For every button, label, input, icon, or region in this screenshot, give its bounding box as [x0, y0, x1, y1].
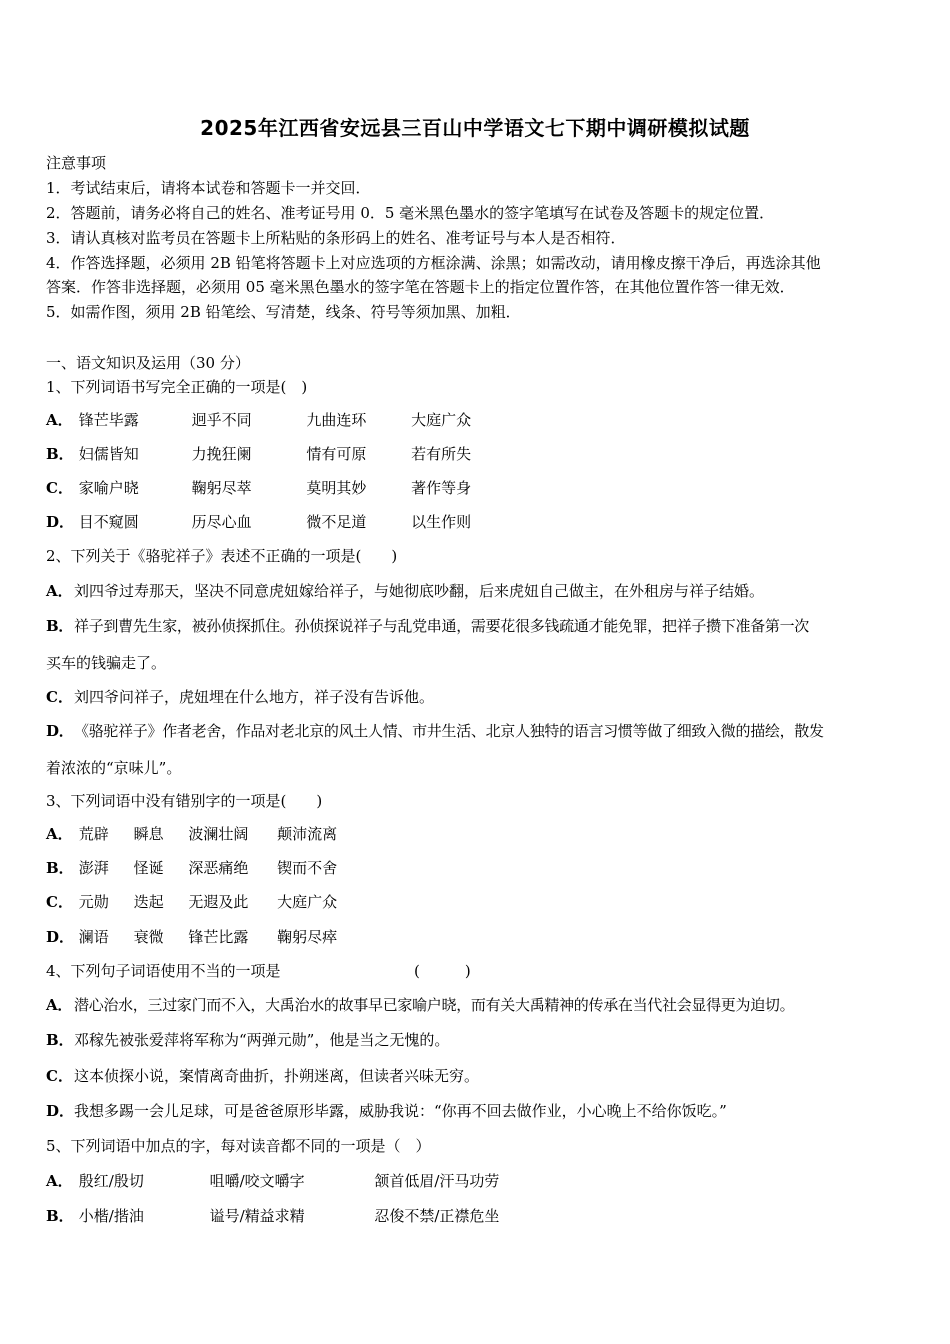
- option-word: 迭起: [133, 893, 164, 911]
- option-text: 潜心治水，三过家门而不入，大禹治水的故事早已家喻户晓，而有关大禹精神的传承在当代社会显得更为迫切。: [74, 996, 795, 1014]
- notice-item: 2．答题前，请务必将自己的姓名、准考证号用 0．5 毫米黑色墨水的签字笔填写在试卷及答题卡的规定位置．: [46, 204, 775, 222]
- question-5-stem: 5、下列词语中加点的字，每对读音都不同的一项是（ ）: [46, 1137, 431, 1155]
- question-4-stem-text: 4、下列句子词语使用不当的一项是: [46, 962, 281, 980]
- option-word: 澎湃: [78, 859, 109, 877]
- option-word: 著作等身: [411, 479, 472, 497]
- option-word: 殷红/殷切: [78, 1172, 144, 1190]
- option-letter: B．: [46, 1207, 74, 1225]
- option-word: 目不窥圆: [78, 513, 139, 531]
- notice-heading: 注意事项: [46, 154, 107, 172]
- option-letter: C．: [46, 688, 73, 706]
- option-letter: D．: [46, 513, 75, 531]
- option-letter: A．: [46, 582, 73, 600]
- question-1-option-c: [46, 477, 471, 498]
- option-word: 衰微: [133, 928, 164, 946]
- option-word: 大庭广众: [277, 893, 338, 911]
- option-text: 刘四爷问祥子，虎妞埋在什么地方，祥子没有告诉他。: [74, 688, 435, 706]
- option-word: 大庭广众: [411, 411, 472, 429]
- question-2-stem: 2、下列关于《骆驼祥子》表述不正确的一项是( ): [46, 547, 398, 565]
- option-letter: D．: [46, 928, 75, 946]
- option-letter: D．: [46, 722, 74, 740]
- question-3-option-d: [46, 926, 337, 947]
- option-word: 以生作则: [411, 513, 472, 531]
- option-word: 迥乎不同: [191, 411, 252, 429]
- option-word: 荒辟: [78, 825, 109, 843]
- section-heading: 一、语文知识及运用（30 分）: [46, 354, 250, 372]
- option-letter: B．: [46, 859, 74, 877]
- option-word: 怪诞: [133, 859, 164, 877]
- option-word: 锋芒毕露: [78, 411, 139, 429]
- option-word: 历尽心血: [191, 513, 252, 531]
- option-letter: A．: [46, 825, 73, 843]
- option-letter: B．: [46, 445, 74, 463]
- notice-item: 1．考试结束后，请将本试卷和答题卡一并交回．: [46, 179, 371, 197]
- question-1-option-b: [46, 443, 471, 464]
- option-word: 瞬息: [133, 825, 164, 843]
- option-text: 这本侦探小说，案情离奇曲折，扑朔迷离，但读者兴味无穷。: [74, 1067, 480, 1085]
- notice-item: 3．请认真核对监考员在答题卡上所粘贴的条形码上的姓名、准考证号与本人是否相符．: [46, 229, 626, 247]
- option-letter: A．: [46, 996, 73, 1014]
- question-5-option-a: [46, 1170, 499, 1191]
- page-title: 2025年江西省安远县三百山中学语文七下期中调研模拟试题: [200, 116, 750, 140]
- option-word: 鞠躬尽瘁: [277, 928, 338, 946]
- option-word: 元勋: [78, 893, 109, 911]
- question-3-option-b: [46, 857, 337, 878]
- question-2-option-a: [46, 580, 764, 601]
- question-1-stem: 1、下列词语书写完全正确的一项是( ): [46, 378, 308, 396]
- option-word: 若有所失: [411, 445, 472, 463]
- option-word: 鞠躬尽萃: [191, 479, 252, 497]
- option-word: 深恶痛绝: [188, 859, 249, 877]
- question-2-option-c: [46, 686, 434, 707]
- question-3-option-a: [46, 823, 337, 844]
- option-letter: C．: [46, 1067, 73, 1085]
- option-word: 情有可原: [306, 445, 367, 463]
- option-word: 锲而不舍: [277, 859, 338, 877]
- question-2-option-b-cont: 买车的钱骗走了。: [46, 654, 167, 672]
- option-word: 无遐及此: [188, 893, 249, 911]
- notice-item: 4．作答选择题，必须用 2B 铅笔将答题卡上对应选项的方框涂满、涂黑；如需改动，请用橡皮擦干净后，再选涂其他: [46, 254, 821, 272]
- question-4-option-a: [46, 994, 794, 1015]
- option-word: 莫明其妙: [306, 479, 367, 497]
- option-text: 邓稼先被张爱萍将军称为“两弹元勋”，他是当之无愧的。: [74, 1031, 450, 1049]
- option-word: 微不足道: [306, 513, 367, 531]
- option-letter: B．: [46, 617, 74, 635]
- option-letter: C．: [46, 893, 73, 911]
- question-3-stem: 3、下列词语中没有错别字的一项是( ): [46, 792, 323, 810]
- option-word: 谥号/精益求精: [209, 1207, 305, 1225]
- option-word: 小楷/揩油: [78, 1207, 144, 1225]
- question-2-option-b: [46, 615, 809, 636]
- option-word: 咀嚼/咬文嚼字: [209, 1172, 305, 1190]
- option-word: 忍俊不禁/正襟危坐: [374, 1207, 500, 1225]
- question-4-stem: [46, 960, 471, 981]
- question-3-option-c: [46, 891, 337, 912]
- option-word: 颔首低眉/汗马功劳: [374, 1172, 500, 1190]
- option-word: 力挽狂阑: [191, 445, 252, 463]
- option-text: 祥子到曹先生家，被孙侦探抓住。孙侦探说祥子与乱党串通，需要花很多钱疏通才能免罪，把祥子攒下准备第一次: [74, 617, 810, 635]
- notice-item: 5．如需作图，须用 2B 铅笔绘、写清楚，线条、符号等须加黑、加粗．: [46, 303, 521, 321]
- option-letter: C．: [46, 479, 73, 497]
- question-4-option-b: [46, 1029, 449, 1050]
- option-text: 刘四爷过寿那天，坚决不同意虎妞嫁给祥子，与她彻底吵翻，后来虎妞自己做主，在外租房与祥子结婚。: [74, 582, 765, 600]
- question-1-option-d: [46, 511, 471, 532]
- option-letter: A．: [46, 411, 73, 429]
- question-2-option-d: [46, 720, 824, 741]
- option-word: 九曲连环: [306, 411, 367, 429]
- option-letter: A．: [46, 1172, 73, 1190]
- option-word: 家喻户晓: [78, 479, 139, 497]
- option-text: 《骆驼祥子》作者老舍，作品对老北京的风土人情、市井生活、北京人独特的语言习惯等做了细致入微的描绘，散发: [74, 722, 824, 740]
- question-4-option-c: [46, 1065, 479, 1086]
- question-5-option-b: [46, 1205, 499, 1226]
- option-letter: D．: [46, 1102, 75, 1120]
- option-letter: B．: [46, 1031, 74, 1049]
- question-4-option-d: [46, 1100, 727, 1121]
- option-word: 波澜壮阔: [188, 825, 249, 843]
- question-1-option-a: [46, 409, 471, 430]
- notice-item: 答案．作答非选择题，必须用 05 毫米黑色墨水的签字笔在答题卡上的指定位置作答，在其他位置作答一律无效．: [46, 278, 795, 296]
- option-text: 我想多踢一会儿足球，可是爸爸原形毕露，威胁我说：“你再不回去做作业，小心晚上不给你饭吃。”: [74, 1102, 727, 1120]
- answer-parentheses: ( ): [414, 962, 471, 980]
- option-word: 妇儒皆知: [78, 445, 139, 463]
- question-2-option-d-cont: 着浓浓的“京味儿”。: [46, 759, 182, 777]
- option-word: 锋芒比露: [188, 928, 249, 946]
- option-word: 颠沛流离: [277, 825, 338, 843]
- option-word: 澜语: [78, 928, 109, 946]
